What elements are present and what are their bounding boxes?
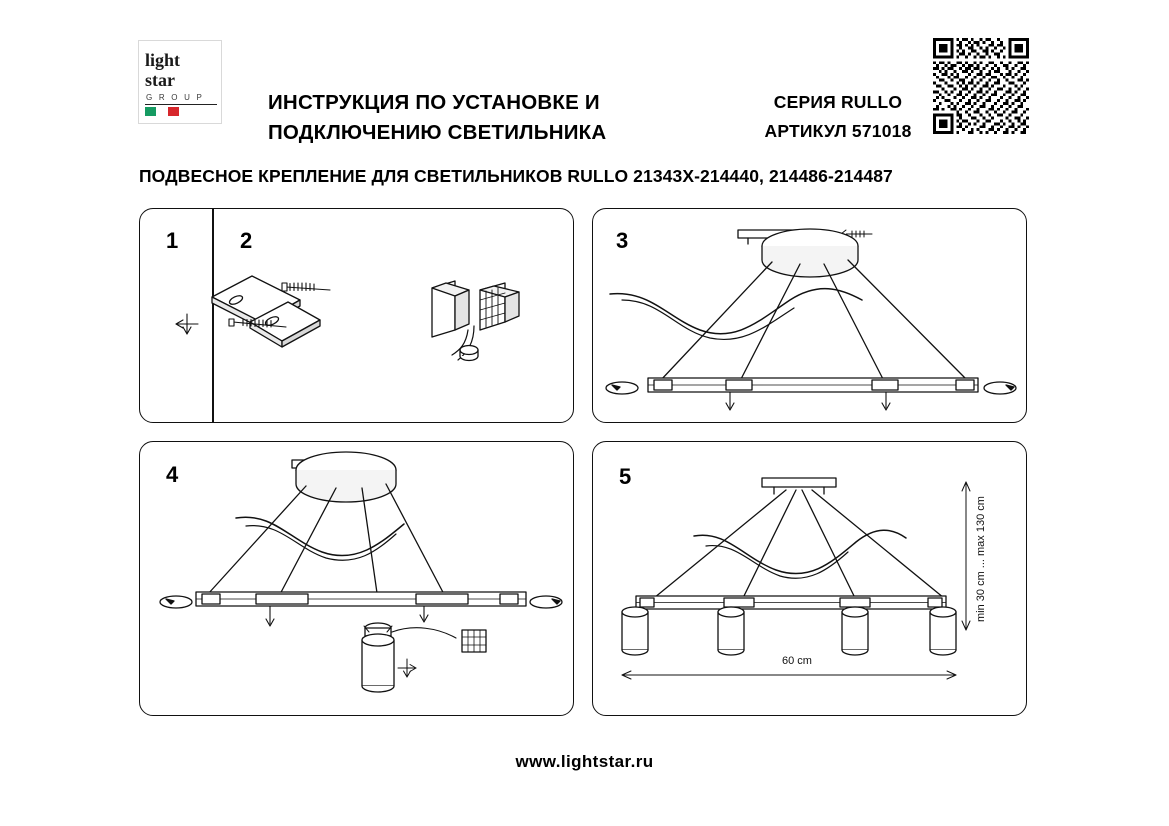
step-number-3: 3 — [616, 228, 629, 253]
width-dimension-label: 60 cm — [782, 655, 812, 667]
logo-line-1: light — [145, 50, 181, 70]
series-name: СЕРИЯ RULLO — [773, 92, 903, 112]
panel-divider — [212, 209, 214, 422]
page-title — [268, 88, 708, 148]
document-header — [138, 38, 1038, 144]
logo-inner — [143, 45, 217, 119]
page-title-line-1: ИНСТРУКЦИЯ ПО УСТАНОВКЕ И — [268, 91, 600, 114]
logo-group-text: G R O U P — [146, 93, 205, 102]
logo-divider — [145, 104, 217, 105]
step-number-2: 2 — [240, 228, 253, 253]
footer-website: www.lightstar.ru — [515, 752, 654, 771]
qr-code-icon — [933, 38, 1029, 134]
logo-line-2: star — [145, 70, 175, 90]
step-panel-3 — [592, 208, 1027, 423]
section-subtitle: ПОДВЕСНОЕ КРЕПЛЕНИЕ ДЛЯ СВЕТИЛЬНИКОВ RULLO 21343X-214440, 214486-214487 — [139, 166, 893, 186]
step-panel-1-2 — [139, 208, 574, 423]
step-panel-4 — [139, 441, 574, 716]
step-number-5: 5 — [619, 464, 632, 489]
article-number: АРТИКУЛ 571018 — [764, 121, 912, 141]
page-title-line-2: ПОДКЛЮЧЕНИЮ СВЕТИЛЬНИКА — [268, 121, 607, 144]
series-info — [738, 88, 938, 146]
step-panel-5 — [592, 441, 1027, 716]
italian-flag-icon — [145, 107, 179, 116]
lightstar-logo — [138, 40, 222, 124]
height-dimension-label: min 30 cm ... max 130 cm — [975, 496, 987, 622]
step-number-1: 1 — [166, 228, 179, 253]
step-number-4: 4 — [166, 462, 179, 487]
